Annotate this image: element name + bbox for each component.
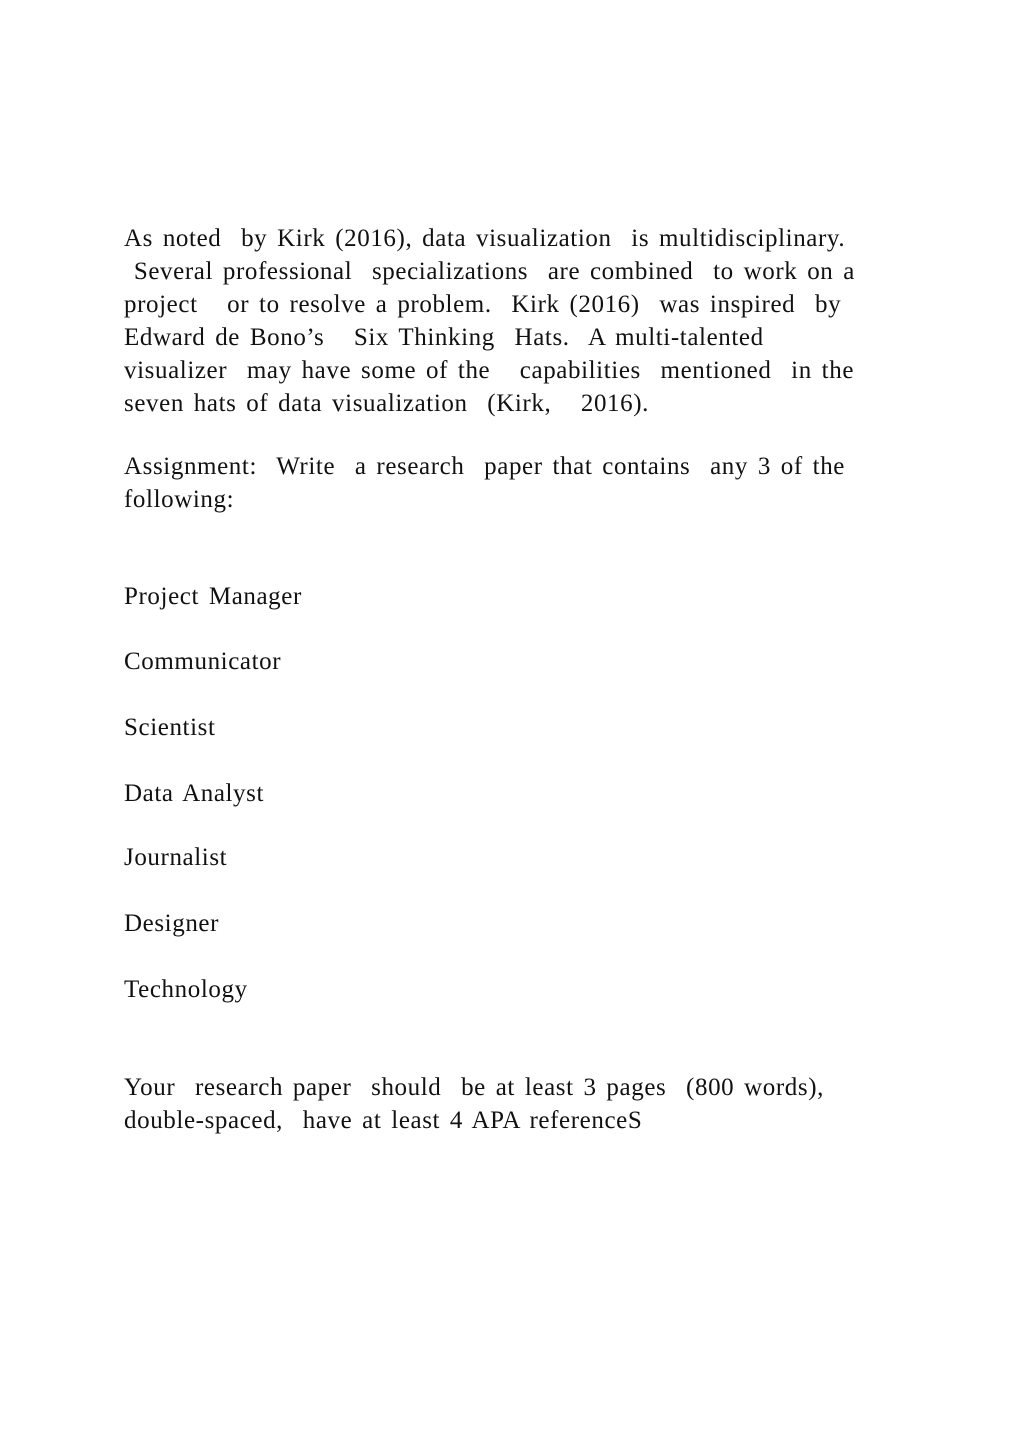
assignment-paragraph — [124, 450, 944, 516]
role-project-manager: Project Manager — [124, 583, 302, 610]
text-line: Edward de Bono’s Six Thinking Hats. A multi-talented — [124, 324, 764, 351]
text-line: double-spaced, have at least 4 APA referenceS — [124, 1107, 643, 1134]
role-technology: Technology — [124, 976, 248, 1003]
text-line: As noted by Kirk (2016), data visualization is multidisciplinary. — [124, 225, 846, 252]
text-line: seven hats of data visualization (Kirk, 2016). — [124, 390, 650, 417]
text-line: Assignment: Write a research paper that contains any 3 of the — [124, 453, 845, 480]
text-line: Your research paper should be at least 3 pages (800 words), — [124, 1074, 825, 1101]
text-line: Several professional specializations are combined to work on a — [124, 258, 855, 285]
role-scientist: Scientist — [124, 714, 216, 741]
closing-paragraph — [124, 1071, 944, 1137]
text-line: project or to resolve a problem. Kirk (2016) was inspired by — [124, 291, 842, 318]
role-journalist: Journalist — [124, 844, 228, 871]
text-line: visualizer may have some of the capabilities mentioned in the — [124, 357, 855, 384]
text-line: following: — [124, 486, 235, 513]
intro-paragraph — [124, 222, 944, 420]
role-designer: Designer — [124, 910, 220, 937]
role-communicator: Communicator — [124, 648, 282, 675]
role-data-analyst: Data Analyst — [124, 780, 265, 807]
